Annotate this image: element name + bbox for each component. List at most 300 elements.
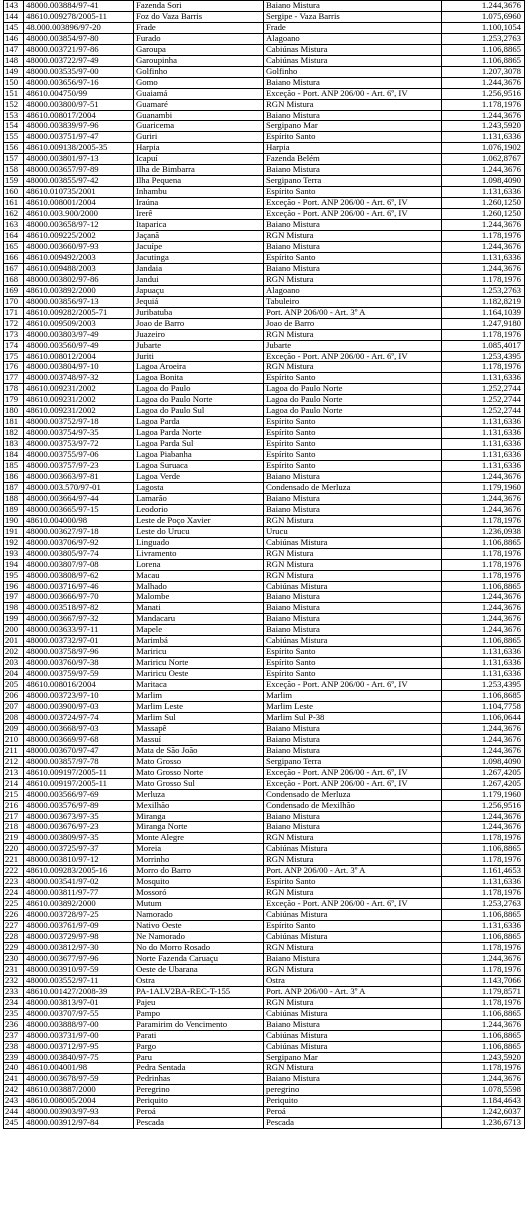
table-row [4, 997, 525, 1008]
table-row [4, 942, 525, 953]
process-number-cell: 48000.003663/97-81 [24, 471, 134, 482]
price-value-cell: 1.244,3676 [442, 1, 525, 12]
reference-oil-cell: Baiano Mistura [264, 625, 442, 636]
table-row [4, 154, 525, 165]
field-name-cell: Pescada [134, 1118, 264, 1129]
price-value-cell: 1.179,8571 [442, 986, 525, 997]
process-number-cell: 48000.003910/97-59 [24, 964, 134, 975]
process-number-cell: 48000.003856/97-13 [24, 296, 134, 307]
price-value-cell: 1.256,9516 [442, 88, 525, 99]
table-row [4, 1063, 525, 1074]
table-row [4, 241, 525, 252]
reference-oil-cell: Exceção - Port. ANP 206/00 - Art. 6º, IV [264, 680, 442, 691]
row-number-cell: 241 [4, 1074, 24, 1085]
row-number-cell: 158 [4, 165, 24, 176]
reference-oil-cell: RGN Mistura [264, 1063, 442, 1074]
price-value-cell: 1.244,3676 [442, 734, 525, 745]
reference-oil-cell: RGN Mistura [264, 942, 442, 953]
table-row [4, 176, 525, 187]
row-number-cell: 214 [4, 778, 24, 789]
price-value-cell: 1.244,3676 [442, 471, 525, 482]
process-number-cell: 48000.003810/97-12 [24, 855, 134, 866]
price-value-cell: 1.260,1250 [442, 209, 525, 220]
process-number-cell: 48000.003854/97-80 [24, 33, 134, 44]
reference-oil-cell: Port. ANP 206/00 - Art. 3º A [264, 986, 442, 997]
process-number-cell: 48000.003676/97-23 [24, 822, 134, 833]
process-number-cell: 48000.003706/97-92 [24, 537, 134, 548]
reference-oil-cell: Marlim Sul P-38 [264, 712, 442, 723]
table-row [4, 910, 525, 921]
field-name-cell: Juribatuba [134, 307, 264, 318]
reference-oil-cell: Exceção - Port. ANP 206/00 - Art. 6º, IV [264, 351, 442, 362]
field-name-cell: Lagoa Verde [134, 471, 264, 482]
field-name-cell: Fazenda Sori [134, 1, 264, 12]
field-name-cell: Inhambu [134, 187, 264, 198]
row-number-cell: 193 [4, 548, 24, 559]
table-row [4, 1118, 525, 1129]
process-number-cell: 48610.009197/2005-11 [24, 767, 134, 778]
field-name-cell: Lagoa do Paulo Norte [134, 395, 264, 406]
reference-oil-cell: RGN Mistura [264, 548, 442, 559]
field-name-cell: Ne Namorado [134, 932, 264, 943]
process-number-cell: 48000.003722/97-49 [24, 55, 134, 66]
reference-oil-cell: Joao de Barro [264, 318, 442, 329]
row-number-cell: 146 [4, 33, 24, 44]
process-number-cell: 48000.003839/97-96 [24, 121, 134, 132]
table-row [4, 318, 525, 329]
row-number-cell: 236 [4, 1019, 24, 1030]
process-number-cell: 48000.003800/97-51 [24, 99, 134, 110]
price-value-cell: 1.178,1976 [442, 515, 525, 526]
table-row [4, 88, 525, 99]
price-value-cell: 1.131,6336 [442, 252, 525, 263]
process-number-cell: 48000.003900/97-03 [24, 702, 134, 713]
process-number-cell: 48000.003801/97-13 [24, 154, 134, 165]
field-name-cell: Mandacaru [134, 614, 264, 625]
row-number-cell: 220 [4, 844, 24, 855]
reference-oil-cell: Alagoano [264, 285, 442, 296]
row-number-cell: 226 [4, 910, 24, 921]
price-value-cell: 1.106,0644 [442, 712, 525, 723]
table-row [4, 658, 525, 669]
process-number-cell: 48610.009283/2005-16 [24, 866, 134, 877]
reference-oil-cell: Lagoa do Paulo Norte [264, 406, 442, 417]
price-value-cell: 1.131,6336 [442, 132, 525, 143]
price-value-cell: 1.244,3676 [442, 263, 525, 274]
reference-oil-cell: RGN Mistura [264, 515, 442, 526]
price-value-cell: 1.131,6336 [442, 187, 525, 198]
row-number-cell: 188 [4, 493, 24, 504]
price-value-cell: 1.244,3676 [442, 614, 525, 625]
process-number-cell: 48000.003751/97-47 [24, 132, 134, 143]
reference-oil-cell: Baiano Mistura [264, 165, 442, 176]
field-name-cell: Frade [134, 22, 264, 33]
reference-oil-cell: Baiano Mistura [264, 263, 442, 274]
table-row [4, 450, 525, 461]
field-name-cell: Marlim Leste [134, 702, 264, 713]
table-row [4, 263, 525, 274]
price-value-cell: 1.244,3676 [442, 953, 525, 964]
field-name-cell: Iraúna [134, 198, 264, 209]
process-number-cell: 48.000.003896/97-20 [24, 22, 134, 33]
row-number-cell: 211 [4, 745, 24, 756]
table-row [4, 800, 525, 811]
table-row [4, 899, 525, 910]
field-name-cell: Lagoa Parda Norte [134, 428, 264, 439]
process-number-cell: 48000.003576/97-89 [24, 800, 134, 811]
field-name-cell: Periquito [134, 1096, 264, 1107]
reference-oil-cell: Cabiúnas Mistura [264, 581, 442, 592]
price-table-page [3, 0, 524, 1129]
price-value-cell: 1.207,3078 [442, 66, 525, 77]
table-row [4, 986, 525, 997]
row-number-cell: 149 [4, 66, 24, 77]
reference-oil-cell: Baiano Mistura [264, 953, 442, 964]
row-number-cell: 157 [4, 154, 24, 165]
process-number-cell: 48000.003752/97-18 [24, 417, 134, 428]
table-row [4, 1074, 525, 1085]
row-number-cell: 143 [4, 1, 24, 12]
row-number-cell: 150 [4, 77, 24, 88]
reference-oil-cell: RGN Mistura [264, 855, 442, 866]
reference-oil-cell: Alagoano [264, 33, 442, 44]
price-value-cell: 1.244,3676 [442, 811, 525, 822]
table-row [4, 515, 525, 526]
table-row [4, 691, 525, 702]
process-number-cell: 48000.003805/97-74 [24, 548, 134, 559]
reference-oil-cell: Exceção - Port. ANP 206/00 - Art. 6º, IV [264, 767, 442, 778]
reference-oil-cell: Fazenda Belém [264, 154, 442, 165]
row-number-cell: 239 [4, 1052, 24, 1063]
price-value-cell: 1.131,6336 [442, 373, 525, 384]
table-row [4, 1030, 525, 1041]
row-number-cell: 225 [4, 899, 24, 910]
reference-oil-cell: Port. ANP 206/00 - Art. 3º A [264, 307, 442, 318]
price-value-cell: 1.104,7758 [442, 702, 525, 713]
table-row [4, 855, 525, 866]
reference-oil-cell: RGN Mistura [264, 99, 442, 110]
price-value-cell: 1.244,3676 [442, 745, 525, 756]
field-name-cell: Pargo [134, 1041, 264, 1052]
process-number-cell: 48000.003660/97-93 [24, 241, 134, 252]
reference-oil-cell: Baiano Mistura [264, 1019, 442, 1030]
table-row [4, 1019, 525, 1030]
field-name-cell: Marlim [134, 691, 264, 702]
reference-oil-cell: RGN Mistura [264, 997, 442, 1008]
process-number-cell: 48000.003678/97-59 [24, 1074, 134, 1085]
price-value-cell: 1.143,7066 [442, 975, 525, 986]
table-row [4, 734, 525, 745]
field-name-cell: Lagoa Suruaca [134, 461, 264, 472]
price-value-cell: 1.106,8865 [442, 1041, 525, 1052]
price-value-cell: 1.178,1976 [442, 833, 525, 844]
row-number-cell: 198 [4, 603, 24, 614]
reference-oil-cell: Espírito Santo [264, 252, 442, 263]
process-number-cell: 48000.003755/97-06 [24, 450, 134, 461]
field-name-cell: Mariricu [134, 647, 264, 658]
reference-oil-cell: Condensado de Merluza [264, 789, 442, 800]
row-number-cell: 227 [4, 921, 24, 932]
table-row [4, 756, 525, 767]
reference-oil-cell: Golfinho [264, 66, 442, 77]
process-number-cell: 48610.004750/99 [24, 88, 134, 99]
table-row [4, 274, 525, 285]
price-value-cell: 1.131,6336 [442, 877, 525, 888]
row-number-cell: 224 [4, 888, 24, 899]
process-number-cell: 48000.003857/97-78 [24, 756, 134, 767]
table-row [4, 1107, 525, 1118]
process-number-cell: 48000.003670/97-47 [24, 745, 134, 756]
price-value-cell: 1.106,8865 [442, 55, 525, 66]
table-row [4, 932, 525, 943]
row-number-cell: 165 [4, 241, 24, 252]
process-number-cell: 48000.003757/97-23 [24, 461, 134, 472]
reference-oil-cell: Cabiúnas Mistura [264, 1030, 442, 1041]
price-value-cell: 1.178,1976 [442, 329, 525, 340]
field-name-cell: Pampo [134, 1008, 264, 1019]
table-row [4, 461, 525, 472]
reference-oil-cell: Cabiúnas Mistura [264, 44, 442, 55]
table-row [4, 833, 525, 844]
price-value-cell: 1.106,8865 [442, 932, 525, 943]
table-row [4, 680, 525, 691]
price-value-cell: 1.244,3676 [442, 625, 525, 636]
row-number-cell: 229 [4, 942, 24, 953]
reference-oil-cell: Exceção - Port. ANP 206/00 - Art. 6º, IV [264, 198, 442, 209]
reference-oil-cell: Cabiúnas Mistura [264, 636, 442, 647]
table-row [4, 888, 525, 899]
field-name-cell: Malombe [134, 592, 264, 603]
table-row [4, 866, 525, 877]
process-number-cell: 48000.003912/97-84 [24, 1118, 134, 1129]
price-value-cell: 1.247,9180 [442, 318, 525, 329]
process-number-cell: 48000.003677/97-96 [24, 953, 134, 964]
row-number-cell: 219 [4, 833, 24, 844]
price-value-cell: 1.106,8865 [442, 581, 525, 592]
field-name-cell: Macau [134, 570, 264, 581]
table-row [4, 526, 525, 537]
process-number-cell: 48000.003725/97-37 [24, 844, 134, 855]
reference-oil-cell: Cabiúnas Mistura [264, 932, 442, 943]
reference-oil-cell: Baiano Mistura [264, 471, 442, 482]
table-row [4, 1096, 525, 1107]
reference-oil-cell: Espírito Santo [264, 669, 442, 680]
table-row [4, 165, 525, 176]
price-value-cell: 1.179,1960 [442, 482, 525, 493]
table-row [4, 953, 525, 964]
process-number-cell: 48610.008017/2004 [24, 110, 134, 121]
row-number-cell: 180 [4, 406, 24, 417]
process-number-cell: 48000.003552/97-11 [24, 975, 134, 986]
row-number-cell: 207 [4, 702, 24, 713]
table-row [4, 417, 525, 428]
row-number-cell: 169 [4, 285, 24, 296]
process-number-cell: 48610.003.900/2000 [24, 209, 134, 220]
reference-oil-cell: Exceção - Port. ANP 206/00 - Art. 6º, IV [264, 899, 442, 910]
table-row [4, 231, 525, 242]
field-name-cell: Mosquito [134, 877, 264, 888]
table-row [4, 428, 525, 439]
process-number-cell: 48000.003673/97-35 [24, 811, 134, 822]
process-number-cell: 48000.003667/97-32 [24, 614, 134, 625]
row-number-cell: 176 [4, 362, 24, 373]
row-number-cell: 145 [4, 22, 24, 33]
field-name-cell: Garoupinha [134, 55, 264, 66]
row-number-cell: 155 [4, 132, 24, 143]
field-name-cell: Guriri [134, 132, 264, 143]
field-name-cell: Jacutinga [134, 252, 264, 263]
reference-oil-cell: Condensado de Merluza [264, 482, 442, 493]
table-row [4, 44, 525, 55]
row-number-cell: 222 [4, 866, 24, 877]
row-number-cell: 159 [4, 176, 24, 187]
process-number-cell: 48610.009282/2005-71 [24, 307, 134, 318]
row-number-cell: 156 [4, 143, 24, 154]
row-number-cell: 147 [4, 44, 24, 55]
row-number-cell: 212 [4, 756, 24, 767]
process-number-cell: 48000.003809/97-35 [24, 833, 134, 844]
price-value-cell: 1.178,1976 [442, 964, 525, 975]
table-row [4, 471, 525, 482]
reference-oil-cell: Pescada [264, 1118, 442, 1129]
row-number-cell: 233 [4, 986, 24, 997]
table-row [4, 1, 525, 12]
process-number-cell: 48000.003802/97-86 [24, 274, 134, 285]
process-number-cell: 48000.003804/97-10 [24, 362, 134, 373]
table-row [4, 603, 525, 614]
reference-oil-cell: Baiano Mistura [264, 811, 442, 822]
process-number-cell: 48000.003541/97-02 [24, 877, 134, 888]
row-number-cell: 240 [4, 1063, 24, 1074]
price-value-cell: 1.178,1976 [442, 231, 525, 242]
process-number-cell: 48000.003560/97-49 [24, 340, 134, 351]
price-value-cell: 1.178,1976 [442, 99, 525, 110]
process-number-cell: 48000.003656/97-16 [24, 77, 134, 88]
row-number-cell: 201 [4, 636, 24, 647]
process-number-cell: 48000.003754/97-35 [24, 428, 134, 439]
price-value-cell: 1.256,9516 [442, 800, 525, 811]
row-number-cell: 196 [4, 581, 24, 592]
price-value-cell: 1.179,1960 [442, 789, 525, 800]
row-number-cell: 223 [4, 877, 24, 888]
field-name-cell: Oeste de Ubarana [134, 964, 264, 975]
table-row [4, 1052, 525, 1063]
row-number-cell: 208 [4, 712, 24, 723]
reference-oil-cell: Exceção - Port. ANP 206/00 - Art. 6º, IV [264, 88, 442, 99]
reference-oil-cell: Lagoa do Paulo Norte [264, 384, 442, 395]
reference-oil-cell: Cabiúnas Mistura [264, 844, 442, 855]
table-row [4, 559, 525, 570]
process-number-cell: 48000.003669/97-68 [24, 734, 134, 745]
field-name-cell: Maritaca [134, 680, 264, 691]
field-name-cell: Jacuípe [134, 241, 264, 252]
field-name-cell: Malhado [134, 581, 264, 592]
table-row [4, 877, 525, 888]
reference-oil-cell: Tabuleiro [264, 296, 442, 307]
field-name-cell: Joao de Barro [134, 318, 264, 329]
table-body [4, 1, 525, 1129]
price-value-cell: 1.106,8865 [442, 537, 525, 548]
reference-oil-cell: Espírito Santo [264, 877, 442, 888]
reference-oil-cell: Sergipano Mar [264, 1052, 442, 1063]
process-number-cell: 48000.003812/97-30 [24, 942, 134, 953]
process-number-cell: 48000.003811/97-77 [24, 888, 134, 899]
process-number-cell: 48000.003759/97-59 [24, 669, 134, 680]
table-row [4, 614, 525, 625]
reference-oil-cell: RGN Mistura [264, 231, 442, 242]
field-name-cell: Pedra Sentada [134, 1063, 264, 1074]
table-row [4, 1008, 525, 1019]
row-number-cell: 170 [4, 296, 24, 307]
row-number-cell: 204 [4, 669, 24, 680]
price-value-cell: 1.244,3676 [442, 77, 525, 88]
price-value-cell: 1.106,8865 [442, 910, 525, 921]
price-value-cell: 1.078,5598 [442, 1085, 525, 1096]
price-value-cell: 1.244,3676 [442, 1074, 525, 1085]
row-number-cell: 178 [4, 384, 24, 395]
reference-oil-cell: Cabiúnas Mistura [264, 55, 442, 66]
process-number-cell: 48610.009278/2005-11 [24, 11, 134, 22]
row-number-cell: 184 [4, 450, 24, 461]
row-number-cell: 174 [4, 340, 24, 351]
field-name-cell: Irerê [134, 209, 264, 220]
field-name-cell: Mata de São João [134, 745, 264, 756]
price-value-cell: 1.100,1054 [442, 22, 525, 33]
reference-oil-cell: RGN Mistura [264, 274, 442, 285]
table-row [4, 77, 525, 88]
price-value-cell: 1.244,3676 [442, 220, 525, 231]
row-number-cell: 205 [4, 680, 24, 691]
row-number-cell: 200 [4, 625, 24, 636]
field-name-cell: Mapele [134, 625, 264, 636]
row-number-cell: 202 [4, 647, 24, 658]
row-number-cell: 175 [4, 351, 24, 362]
table-row [4, 975, 525, 986]
reference-oil-cell: Sergipano Mar [264, 121, 442, 132]
field-name-cell: Jandui [134, 274, 264, 285]
reference-oil-cell: Peroá [264, 1107, 442, 1118]
reference-oil-cell: RGN Mistura [264, 833, 442, 844]
row-number-cell: 166 [4, 252, 24, 263]
field-name-cell: Mato Grosso Norte [134, 767, 264, 778]
field-name-cell: Lagoa Parda [134, 417, 264, 428]
reference-oil-cell: Espírito Santo [264, 428, 442, 439]
table-row [4, 702, 525, 713]
reference-oil-cell: RGN Mistura [264, 329, 442, 340]
reference-oil-cell: Jubarte [264, 340, 442, 351]
price-value-cell: 1.243,5920 [442, 1052, 525, 1063]
row-number-cell: 195 [4, 570, 24, 581]
field-name-cell: Parati [134, 1030, 264, 1041]
field-name-cell: Lamarão [134, 493, 264, 504]
field-name-cell: Peroá [134, 1107, 264, 1118]
process-number-cell: 48000.003732/97-01 [24, 636, 134, 647]
process-number-cell: 48000.003813/97-01 [24, 997, 134, 1008]
reference-oil-cell: Baiano Mistura [264, 504, 442, 515]
process-number-cell: 48000.003707/97-55 [24, 1008, 134, 1019]
price-value-cell: 1.252,2744 [442, 406, 525, 417]
reference-oil-cell: Espírito Santo [264, 373, 442, 384]
process-number-cell: 48610.003892/2000 [24, 285, 134, 296]
field-name-cell: Mariricu Norte [134, 658, 264, 669]
price-value-cell: 1.161,4653 [442, 866, 525, 877]
reference-oil-cell: Espírito Santo [264, 658, 442, 669]
row-number-cell: 144 [4, 11, 24, 22]
price-value-cell: 1.244,3676 [442, 822, 525, 833]
reference-oil-cell: Baiano Mistura [264, 745, 442, 756]
price-value-cell: 1.131,6336 [442, 647, 525, 658]
reference-oil-cell: Baiano Mistura [264, 1074, 442, 1085]
